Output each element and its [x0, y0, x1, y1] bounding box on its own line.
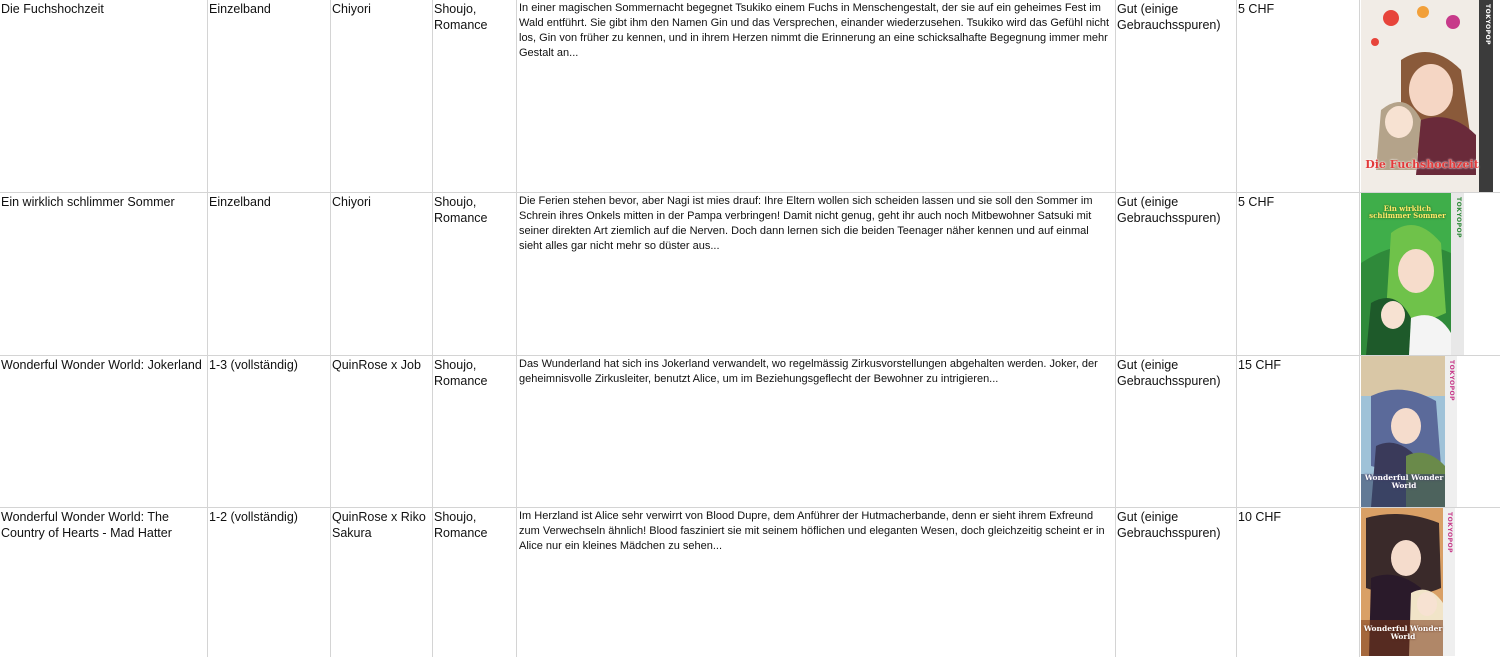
publisher-logo: TOKYOPOP	[1484, 4, 1491, 45]
cover-title: Die Fuchshochzeit	[1365, 158, 1479, 171]
description-cell[interactable]	[517, 356, 1116, 507]
cover-image	[1361, 193, 1464, 355]
condition-text: Gut (einige Gebrauchsspuren)	[1117, 195, 1221, 225]
condition-text: Gut (einige Gebrauchsspuren)	[1117, 510, 1221, 540]
cover-image	[1361, 508, 1455, 656]
genre-cell[interactable]	[433, 193, 517, 355]
author-cell[interactable]	[331, 356, 433, 507]
volumes-text: 1-3 (vollständig)	[209, 358, 298, 372]
condition-cell[interactable]	[1116, 0, 1237, 192]
description-text: Das Wunderland hat sich ins Jokerland verwandelt, wo regelmässig Zirkusvorstellungen abgehalten werden. Joker, der geheimnisvolle Zirkusleiter, benutzt Alice, um im Beziehungsgeflecht der Bewohner zu intrigieren...	[519, 358, 1098, 385]
cover-image	[1361, 356, 1457, 507]
description-cell[interactable]	[517, 508, 1116, 657]
price-text: 15 CHF	[1238, 358, 1282, 372]
description-cell[interactable]	[517, 0, 1116, 192]
table-row[interactable]	[0, 0, 1500, 193]
price-cell[interactable]	[1237, 0, 1360, 192]
cover-title: Wonderful Wonder World	[1364, 473, 1444, 490]
volumes-cell[interactable]	[208, 193, 331, 355]
condition-cell[interactable]	[1116, 356, 1237, 507]
title-cell[interactable]	[0, 508, 208, 657]
title-text: Wonderful Wonder World: The Country of Hearts - Mad Hatter	[1, 510, 172, 540]
genre-text: Shoujo, Romance	[434, 510, 488, 540]
description-text: Im Herzland ist Alice sehr verwirrt von Blood Dupre, dem Anführer der Hutmacherbande, denn er sieht ihrem Exfreund zum Verwechseln ähnlich! Blood fasziniert sie mit seinem höflichen und eleganten Wesen, doch gleichzeitig scheint er in Alice nur ein kleines Mädchen zu sehen...	[519, 510, 1105, 552]
volumes-text: Einzelband	[209, 2, 271, 16]
author-text: Chiyori	[332, 195, 371, 209]
genre-cell[interactable]	[433, 356, 517, 507]
cover-cell[interactable]	[1360, 193, 1500, 355]
price-text: 5 CHF	[1238, 2, 1275, 16]
condition-text: Gut (einige Gebrauchsspuren)	[1117, 2, 1221, 32]
price-text: 10 CHF	[1238, 510, 1282, 524]
publisher-logo: TOKYOPOP	[1446, 512, 1453, 553]
cover-title: Wonderful Wonder World	[1363, 624, 1443, 641]
genre-text: Shoujo, Romance	[434, 2, 488, 32]
title-text: Wonderful Wonder World: Jokerland	[1, 358, 202, 372]
cover-image	[1361, 0, 1493, 192]
description-text: Die Ferien stehen bevor, aber Nagi ist mies drauf: Ihre Eltern wollen sich scheiden lassen und sie soll den Sommer im Schrein ihres Onkels mitten in der Pampa verbringen! Damit nicht genug, geht ihr auch noch Mitbewohner Satsuki mit seiner direkten Art ziemlich auf die Nerven. Doch dann lernen sich die beiden Teenager näher kennen und auf einmal sieht alles gar nicht mehr so düster aus...	[519, 195, 1093, 252]
cover-cell[interactable]	[1360, 508, 1500, 657]
author-cell[interactable]	[331, 193, 433, 355]
publisher-logo: TOKYOPOP	[1455, 197, 1462, 238]
condition-text: Gut (einige Gebrauchsspuren)	[1117, 358, 1221, 388]
publisher-logo: TOKYOPOP	[1448, 360, 1455, 401]
title-text: Ein wirklich schlimmer Sommer	[1, 195, 175, 209]
price-text: 5 CHF	[1238, 195, 1275, 209]
table-row[interactable]	[0, 193, 1500, 356]
description-cell[interactable]	[517, 193, 1116, 355]
author-text: QuinRose x Job	[332, 358, 421, 372]
title-cell[interactable]	[0, 356, 208, 507]
table-row[interactable]	[0, 356, 1500, 508]
volumes-text: 1-2 (vollständig)	[209, 510, 298, 524]
cover-cell[interactable]	[1360, 0, 1500, 192]
condition-cell[interactable]	[1116, 193, 1237, 355]
genre-cell[interactable]	[433, 0, 517, 192]
author-text: Chiyori	[332, 2, 371, 16]
volumes-text: Einzelband	[209, 195, 271, 209]
genre-text: Shoujo, Romance	[434, 358, 488, 388]
volumes-cell[interactable]	[208, 0, 331, 192]
condition-cell[interactable]	[1116, 508, 1237, 657]
price-cell[interactable]	[1237, 193, 1360, 355]
author-text: QuinRose x Riko Sakura	[332, 510, 426, 540]
title-text: Die Fuchshochzeit	[1, 2, 104, 16]
price-cell[interactable]	[1237, 508, 1360, 657]
volumes-cell[interactable]	[208, 356, 331, 507]
cover-cell[interactable]	[1360, 356, 1500, 507]
author-cell[interactable]	[331, 508, 433, 657]
author-cell[interactable]	[331, 0, 433, 192]
table-row[interactable]	[0, 508, 1500, 657]
genre-cell[interactable]	[433, 508, 517, 657]
description-text: In einer magischen Sommernacht begegnet Tsukiko einem Fuchs in Menschengestalt, der sie auf ein geheimes Fest im Wald entführt. Sie gibt ihm den Namen Gin und das Versprechen, einander wiederzusehen. Tsukiko wird das Gefühl nicht los, Gin von früher zu kennen, und in ihrem Herzen nimmt die Erinnerung an eine schicksalhafte Begegnung immer mehr Gestalt an...	[519, 2, 1110, 59]
price-cell[interactable]	[1237, 356, 1360, 507]
title-cell[interactable]	[0, 193, 208, 355]
volumes-cell[interactable]	[208, 508, 331, 657]
genre-text: Shoujo, Romance	[434, 195, 488, 225]
cover-title: Ein wirklich schlimmer Sommer	[1369, 204, 1446, 220]
title-cell[interactable]	[0, 0, 208, 192]
